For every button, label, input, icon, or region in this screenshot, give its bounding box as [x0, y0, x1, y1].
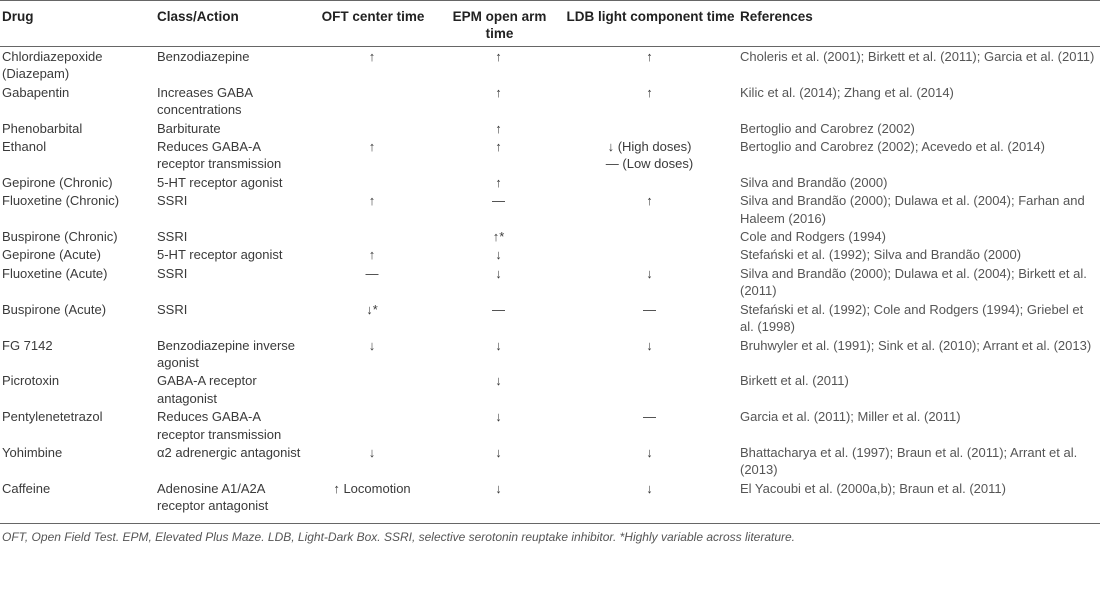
cell-epm: ↓ [495, 337, 502, 353]
cell-oft: ↓* [366, 301, 378, 317]
cell-oft: ↓ [368, 444, 376, 460]
cell-oft: ↑ [368, 139, 376, 155]
cell-references: Garcia et al. (2011); Miller et al. (2011) [740, 409, 961, 425]
cell-epm: ↓ [495, 265, 502, 281]
cell-oft: ↑ [368, 193, 376, 209]
cell-class: Increases GABA concentrations [157, 84, 253, 118]
cell-class: SSRI [157, 301, 188, 317]
cell-ldb-value: ↓ [646, 444, 653, 460]
cell-drug: Ethanol [2, 139, 47, 155]
cell-ldb-value: ↑ [646, 193, 653, 209]
table-row [0, 300, 1100, 336]
table-row [0, 191, 1100, 227]
cell-oft: ↑ Locomotion [333, 480, 411, 496]
cell-references: Choleris et al. (2001); Birkett et al. (2011); Garcia et al. (2011) [740, 49, 1095, 64]
cell-epm: — [492, 301, 505, 317]
cell-ldb [561, 443, 738, 479]
cell-drug: Fluoxetine (Chronic) [2, 193, 120, 209]
cell-epm: ↓ [495, 247, 502, 263]
cell-ldb [561, 245, 738, 263]
cell-ldb [561, 173, 738, 191]
cell-drug: Picrotoxin [2, 373, 60, 389]
cell-epm: ↑ [495, 174, 502, 190]
cell-references: Kilic et al. (2014); Zhang et al. (2014) [740, 84, 954, 100]
cell-class: GABA-A receptor antagonist [157, 373, 257, 406]
cell-references: Silva and Brandão (2000); Dulawa et al. (2004); Birkett et al. (2011) [740, 265, 1087, 299]
table-row [0, 119, 1100, 137]
cell-ldb [561, 479, 738, 523]
table-row [0, 227, 1100, 245]
cell-oft: ↑ [368, 247, 376, 263]
cell-class: SSRI [157, 193, 188, 209]
cell-ldb [561, 137, 738, 173]
cell-references: Bertoglio and Carobrez (2002) [740, 120, 915, 136]
table-row [0, 173, 1100, 191]
cell-drug: Yohimbine [2, 444, 63, 460]
cell-ldb-value: ↑ [646, 84, 653, 100]
cell-references: El Yacoubi et al. (2000a,b); Braun et al. (2011) [740, 480, 1006, 496]
cell-oft [308, 83, 436, 119]
cell-ldb [561, 407, 738, 443]
cell-drug: Buspirone (Chronic) [2, 229, 118, 245]
cell-class: Reduces GABA-A receptor transmission [157, 139, 282, 172]
cell-references: Stefański et al. (1992); Cole and Rodgers (1994); Griebel et al. (1998) [740, 301, 1084, 335]
cell-drug: Pentylenetetrazol [2, 409, 103, 425]
table-row [0, 47, 1100, 83]
cell-class: Benzodiazepine inverse agonist [157, 337, 296, 370]
cell-ldb [561, 336, 738, 372]
cell-ldb-value: — [643, 409, 656, 425]
cell-drug: FG 7142 [2, 337, 53, 353]
cell-class: Reduces GABA-A receptor transmission [157, 409, 282, 442]
cell-ldb [561, 191, 738, 227]
cell-references: Silva and Brandão (2000); Dulawa et al. (2004); Farhan and Haleem (2016) [740, 193, 1085, 226]
cell-oft [308, 371, 436, 407]
cell-references: Silva and Brandão (2000) [740, 174, 888, 190]
table-body [0, 47, 1100, 524]
header-row [0, 1, 1100, 47]
cell-epm: ↑ [495, 139, 502, 155]
cell-epm: ↓ [495, 373, 502, 389]
cell-ldb-value: ↓ (High doses) [607, 139, 692, 155]
cell-oft [308, 227, 436, 245]
table-row [0, 264, 1100, 300]
cell-epm: ↓ [495, 480, 502, 496]
cell-class: SSRI [157, 265, 188, 281]
cell-class: Barbiturate [157, 120, 221, 136]
cell-references: Bruhwyler et al. (1991); Sink et al. (2010); Arrant et al. (2013) [740, 337, 1092, 353]
cell-oft [308, 173, 436, 191]
table-row [0, 443, 1100, 479]
footnote: OFT, Open Field Test. EPM, Elevated Plus Maze. LDB, Light-Dark Box. SSRI, selective serotonin reuptake inhibitor. *Highly variable across literature. [0, 523, 1100, 544]
cell-drug: Phenobarbital [2, 120, 83, 136]
cell-ldb-value: — (Low doses) [605, 156, 694, 172]
cell-drug: Gepirone (Chronic) [2, 174, 113, 190]
cell-ldb-value: ↓ [646, 480, 653, 496]
cell-epm: ↓ [495, 409, 502, 425]
cell-oft: — [365, 265, 379, 281]
cell-epm: ↓ [495, 444, 502, 460]
cell-class: Benzodiazepine [157, 49, 250, 64]
cell-drug: Fluoxetine (Acute) [2, 265, 108, 281]
cell-oft: ↑ [368, 49, 376, 64]
cell-ldb [561, 227, 738, 245]
header-ldb: LDB light component time [561, 1, 738, 47]
cell-class: α2 adrenergic antagonist [157, 444, 301, 460]
cell-drug: Buspirone (Acute) [2, 301, 107, 317]
cell-ldb [561, 300, 738, 336]
table-row [0, 371, 1100, 407]
table-row [0, 245, 1100, 263]
cell-oft: ↓ [368, 337, 376, 353]
cell-ldb [561, 47, 738, 83]
cell-ldb-value: ↓ [646, 265, 653, 281]
cell-references: Bhattacharya et al. (1997); Braun et al. (2011); Arrant et al. (2013) [740, 444, 1078, 478]
cell-ldb-value: — [643, 301, 656, 317]
cell-class: Adenosine A1/A2A receptor antagonist [157, 480, 269, 514]
cell-epm: ↑ [495, 49, 502, 64]
table-row [0, 336, 1100, 372]
header-oft: OFT center time [308, 1, 436, 47]
cell-ldb-value: ↑ [646, 49, 653, 64]
cell-ldb [561, 264, 738, 300]
table-row [0, 479, 1100, 523]
cell-class: 5-HT receptor agonist [157, 174, 283, 190]
cell-ldb [561, 371, 738, 407]
header-drug: Drug [0, 1, 155, 47]
cell-epm: ↑ [495, 84, 502, 100]
cell-drug: Gabapentin [2, 84, 70, 100]
header-references: References [738, 1, 1100, 47]
footnote-row [0, 523, 1100, 544]
cell-references: Bertoglio and Carobrez (2002); Acevedo et al. (2014) [740, 139, 1045, 155]
cell-drug: Chlordiazepoxide (Diazepam) [2, 49, 103, 82]
cell-epm: ↑ [495, 120, 502, 136]
cell-epm: ↑* [492, 229, 505, 245]
table-row [0, 407, 1100, 443]
cell-references: Birkett et al. (2011) [740, 373, 849, 389]
cell-ldb [561, 119, 738, 137]
cell-drug: Caffeine [2, 480, 51, 496]
cell-class: SSRI [157, 229, 188, 245]
cell-oft [308, 119, 436, 137]
cell-ldb-value: ↓ [646, 337, 653, 353]
table-row [0, 83, 1100, 119]
cell-class: 5-HT receptor agonist [157, 247, 283, 263]
cell-epm: — [492, 193, 505, 209]
cell-references: Stefański et al. (1992); Silva and Brandão (2000) [740, 247, 1022, 263]
cell-drug: Gepirone (Acute) [2, 247, 101, 263]
cell-ldb [561, 83, 738, 119]
header-epm: EPM open arm time [436, 1, 561, 47]
header-class: Class/Action [155, 1, 308, 47]
cell-oft [308, 407, 436, 443]
cell-references: Cole and Rodgers (1994) [740, 229, 886, 245]
table-row [0, 137, 1100, 173]
